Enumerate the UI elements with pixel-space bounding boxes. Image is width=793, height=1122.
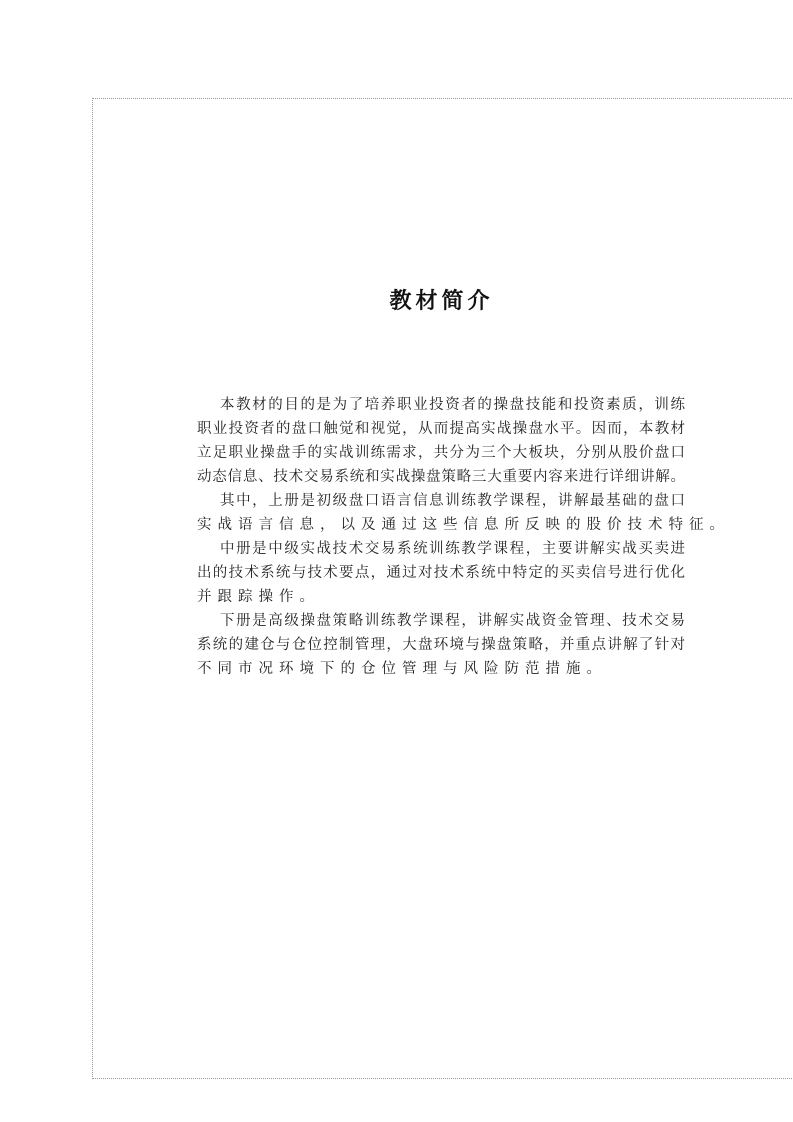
text-line: 并跟踪操作。: [197, 589, 320, 605]
text-line: 动态信息、技术交易系统和实战操盘策略三大重要内容来进行详细讲解。: [197, 469, 685, 485]
text-line: 下册是高级操盘策略训练教学课程，讲解实战资金管理、技术交易: [220, 613, 685, 629]
page-title: 教材简介: [389, 288, 494, 314]
intro-body: [197, 393, 730, 681]
text-line: 出的技术系统与技术要点，通过对技术系统中特定的买卖信号进行优化: [197, 565, 685, 581]
text-line: 不同市况环境下的仓位管理与风险防范措施。: [197, 661, 607, 677]
text-line: 其中，上册是初级盘口语言信息训练教学课程，讲解最基础的盘口: [220, 493, 685, 509]
text-line: 职业投资者的盘口触觉和视觉，从而提高实战操盘水平。因而，本教材: [197, 421, 685, 437]
text-line: 实战语言信息，以及通过这些信息所反映的股价技术特征。: [197, 517, 730, 533]
text-line: 立足职业操盘手的实战训练需求，共分为三个大板块，分别从股价盘口: [197, 445, 685, 461]
text-line: 系统的建仓与仓位控制管理，大盘环境与操盘策略，并重点讲解了针对: [197, 637, 685, 653]
text-line: 本教材的目的是为了培养职业投资者的操盘技能和投资素质，训练: [220, 397, 685, 413]
text-line: 中册是中级实战技术交易系统训练教学课程，主要讲解实战买卖进: [220, 541, 685, 557]
